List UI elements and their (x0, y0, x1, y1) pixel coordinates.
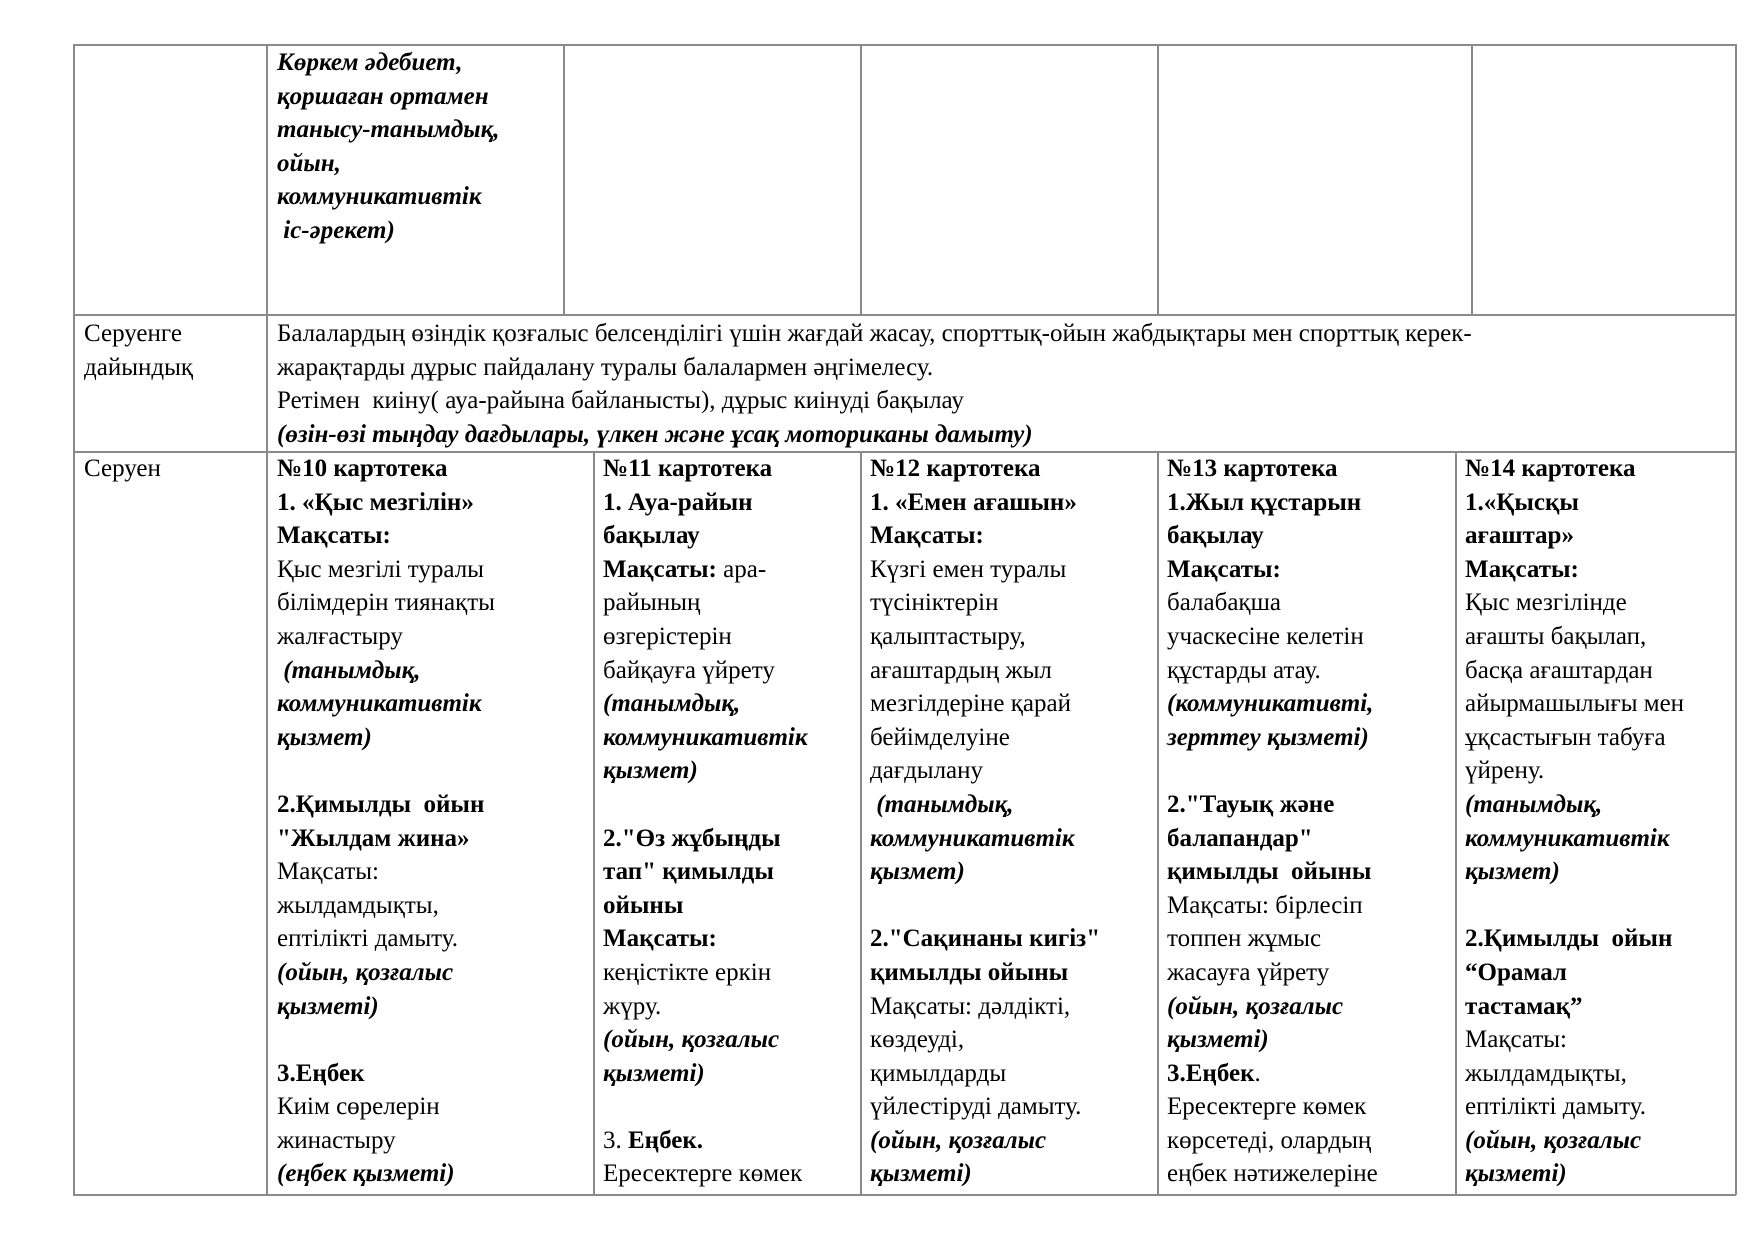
row3-col-divider-3 (1157, 451, 1159, 1195)
card-10-cell: №10 картотека 1. «Қыс мезгілін» Мақсаты: Қыс мезгілі туралы білімдерін тиянақты жалғастыру (танымдық, коммуникативтік қызмет) 2.Қимылды ойын "Жылдам жина» Мақсаты: жылдамдықты, ептілікті дамыту. (ойын, қозғалыс қызметі) 3.Еңбек Киім сөрелерін жинастыру (еңбек қызметі) (277, 455, 495, 1188)
row2-label-cell: Серуенге дайындық (84, 320, 194, 381)
card-12-cell: №12 картотека 1. «Емен ағашын» Мақсаты: Күзгі емен туралы түсініктерін қалыптастыру, ағаштардың жыл мезгілдеріне қарай бейімделуіне дағдылану (танымдық, коммуникативтік қызмет) 2."Сақинаны кигіз" қимылды ойыны Мақсаты: дәлдікті, көздеуді, қимылдарды үйлестіруді дамыту. (ойын, қозғалыс қызметі) (870, 455, 1101, 1188)
row1-col-divider-2 (860, 44, 862, 315)
row1-col-divider-4 (1471, 44, 1473, 315)
label-column-divider (266, 44, 268, 1195)
table-border-bottom (73, 1194, 1736, 1196)
row3-col-divider-4 (1455, 451, 1457, 1195)
row2-content-cell: Балалардың өзіндік қозғалыс белсенділігі үшін жағдай жасау, спорттық-ойын жабдықтары мен спорттық керек- жарақтарды дұрыс пайдалану туралы балалармен әңгімелесу. Ретімен киіну( ауа-райына байланысты), дұрыс киінуді бақылау (өзін-өзі тыңдау дағдылары, үлкен және ұсақ моториканы дамыту) (277, 320, 1472, 448)
card-11-cell: №11 картотека 1. Ауа-райын бақылау Мақсаты: ара- райының өзгерістерін байқауға үйрету (танымдық, коммуникативтік қызмет) 2."Өз жұбыңды тап" қимылды ойыны Мақсаты: кеңістікте еркін жүру. (ойын, қозғалыс қызметі) 3. Еңбек. Ересектерге көмек (603, 455, 808, 1188)
row3-col-divider-1 (593, 451, 595, 1195)
table-border-left (73, 44, 75, 1195)
row1-activity-cell: Көркем әдебиет, қоршаған ортамен танысу-танымдық, ойын, коммуникативтік іс-әрекет) (277, 49, 500, 244)
row3-label-cell: Серуен (84, 455, 161, 482)
row1-col-divider-3 (1157, 44, 1159, 315)
row1-col-divider-1 (563, 44, 565, 315)
row-divider-1 (73, 314, 1736, 316)
table-border-right (1735, 44, 1737, 1195)
card-13-cell: №13 картотека 1.Жыл құстарын бақылау Мақсаты: балабақша учаскесіне келетін құстарды атау. (коммуникативті, зерттеу қызметі) 2."Тауық және балапандар" қимылды ойыны Мақсаты: бірлесіп топпен жұмыс жасауға үйрету (ойын, қозғалыс қызметі) 3.Еңбек. Ересектерге көмек көрсетеді, олардың еңбек нәтижелеріне (1167, 455, 1378, 1188)
row3-col-divider-2 (860, 451, 862, 1195)
card-14-cell: №14 картотека 1.«Қысқы ағаштар» Мақсаты: Қыс мезгілінде ағашты бақылап, басқа ағаштардан айырмашылығы мен ұқсастығын табуға үйрену. (танымдық, коммуникативтік қызмет) 2.Қимылды ойын “Орамал тастамақ” Мақсаты: жылдамдықты, ептілікті дамыту. (ойын, қозғалыс қызметі) (1465, 455, 1685, 1188)
